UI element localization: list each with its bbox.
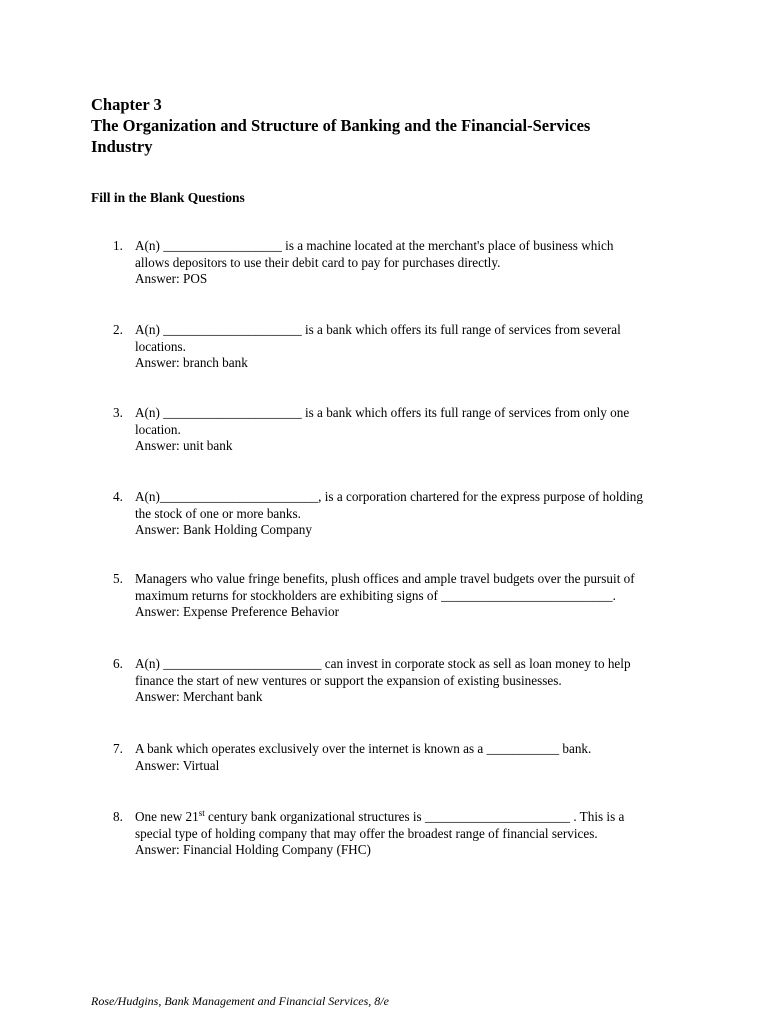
question-number: 8. — [113, 809, 123, 824]
chapter-title-line-2: Industry — [91, 137, 153, 156]
question-text-line-1: A(n)________________________, is a corporation chartered for the express purpose of holding — [135, 489, 643, 504]
question-number: 6. — [113, 656, 123, 671]
question-text-line-2: locations. — [135, 338, 186, 354]
question-number: 2. — [113, 322, 123, 337]
answer-text: Answer: Merchant bank — [135, 689, 263, 704]
question-text-line-2: the stock of one or more banks. — [135, 505, 301, 521]
question-text-line-1: A bank which operates exclusively over the internet is known as a ___________ bank. — [135, 741, 592, 756]
question-item — [113, 656, 683, 706]
ordinal-superscript: st — [198, 808, 205, 818]
question-item — [113, 238, 683, 288]
question-text-line-1: A(n) _____________________ is a bank which offers its full range of services from several — [135, 322, 621, 337]
question-text-line-2: maximum returns for stockholders are exhibiting signs of __________________________. — [135, 587, 616, 603]
question-text-line-1: A(n) ________________________ can invest in corporate stock as sell as loan money to help — [135, 656, 631, 671]
chapter-number: Chapter 3 — [91, 95, 162, 114]
question-item — [113, 571, 683, 621]
section-title: Fill in the Blank Questions — [91, 190, 245, 205]
question-number: 5. — [113, 571, 123, 586]
chapter-header — [91, 94, 691, 157]
question-text-line-1: A(n) __________________ is a machine located at the merchant's place of business which — [135, 238, 614, 253]
chapter-title-line-1: The Organization and Structure of Banking and the Financial-Services — [91, 116, 591, 135]
question-text-post: century bank organizational structures is ______________________ . This is a — [204, 809, 625, 824]
question-text-line-1: Managers who value fringe benefits, plush offices and ample travel budgets over the pursuit of — [135, 571, 635, 586]
question-text-line-2: location. — [135, 421, 181, 437]
answer-text: Answer: Expense Preference Behavior — [135, 604, 339, 619]
question-text-pre: One new 21 — [135, 809, 199, 824]
question-number: 3. — [113, 405, 123, 420]
question-number: 7. — [113, 741, 123, 756]
question-item — [113, 809, 683, 859]
question-text-line-1: A(n) _____________________ is a bank which offers its full range of services from only one — [135, 405, 630, 420]
answer-text: Answer: Virtual — [135, 757, 220, 773]
question-item — [113, 489, 683, 539]
question-text-line-1 — [135, 809, 683, 826]
answer-text: Answer: Financial Holding Company (FHC) — [135, 842, 371, 857]
question-text-line-2: finance the start of new ventures or support the expansion of existing businesses. — [135, 672, 562, 688]
answer-text: Answer: branch bank — [135, 355, 248, 370]
question-item — [113, 741, 683, 774]
page-footer: Rose/Hudgins, Bank Management and Financial Services, 8/e — [91, 994, 389, 1008]
question-number: 4. — [113, 489, 123, 504]
answer-text: Answer: POS — [135, 271, 208, 286]
question-item — [113, 322, 683, 372]
answer-text: Answer: unit bank — [135, 438, 233, 453]
question-text-line-2: special type of holding company that may offer the broadest range of financial services. — [135, 825, 598, 841]
answer-text: Answer: Bank Holding Company — [135, 522, 312, 537]
question-text-line-2: allows depositors to use their debit card to pay for purchases directly. — [135, 254, 501, 270]
question-item — [113, 405, 683, 455]
question-number: 1. — [113, 238, 123, 253]
